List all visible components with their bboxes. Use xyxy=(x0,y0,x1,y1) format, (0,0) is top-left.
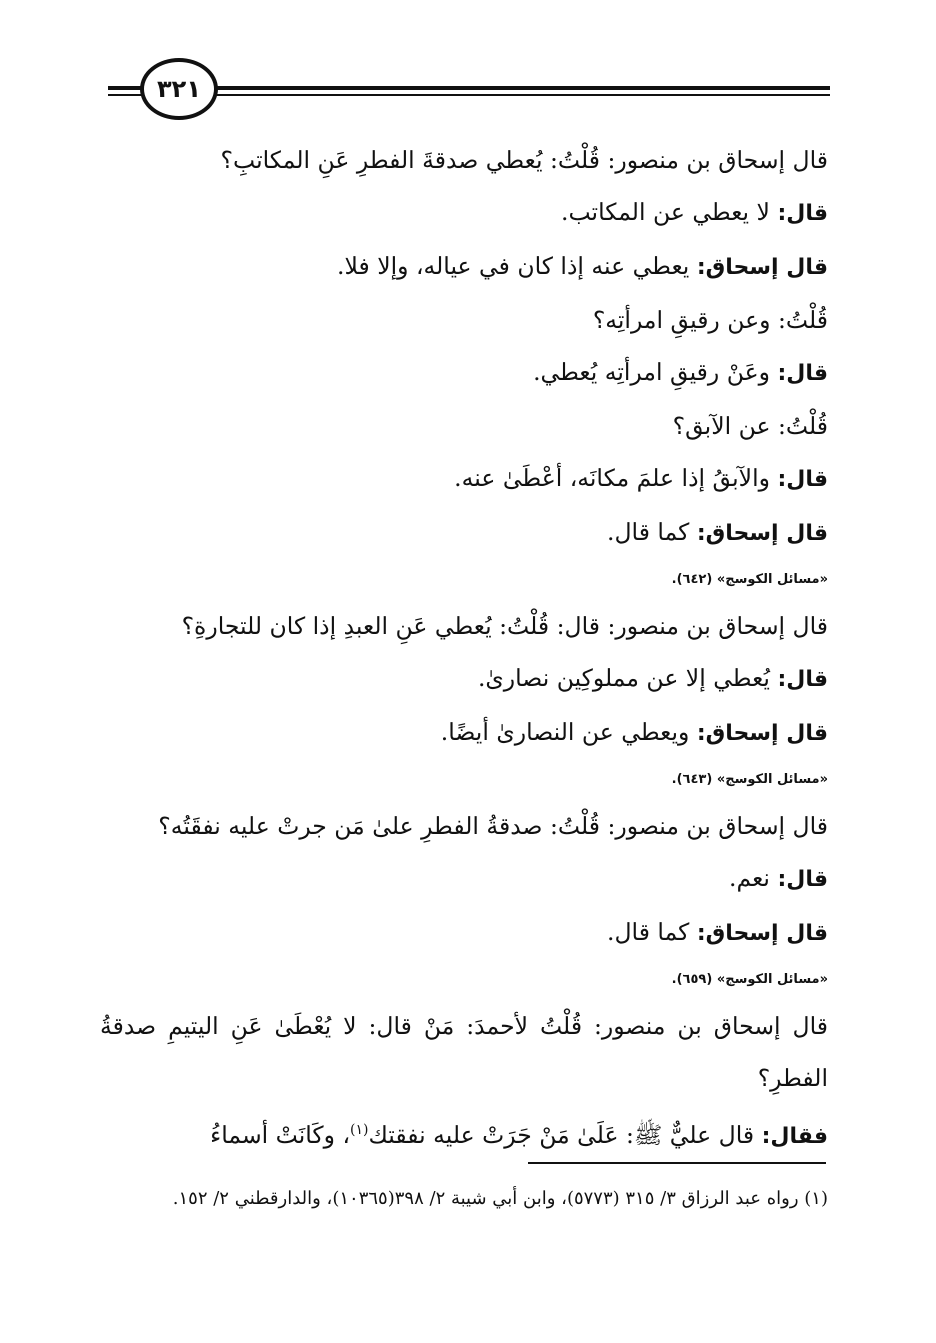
line-text: قال عليٌّ ﷺ: عَلَىٰ مَنْ جَرَتْ عليه نفقتك xyxy=(368,1120,762,1149)
footnote-reference[interactable]: (١) xyxy=(350,1122,369,1138)
speaker-label: قال: xyxy=(777,867,828,892)
page-number: ٣٢١ xyxy=(140,58,218,120)
footnote-divider xyxy=(528,1162,826,1164)
text-line: قال إسحاق بن منصور: قُلْتُ: صدقةُ الفطرِ علىٰ مَن جرتْ عليه نفقَتُه؟ xyxy=(158,812,828,840)
header-rule-right-thick xyxy=(216,86,830,90)
text-line xyxy=(100,1104,828,1163)
page-header xyxy=(0,0,936,130)
speaker-label: قال إسحاق: xyxy=(696,255,828,280)
speaker-label: فقال: xyxy=(761,1123,828,1149)
text-line xyxy=(100,346,828,400)
speaker-label: قال إسحاق: xyxy=(696,721,828,746)
line-text: يُعطي إلا عن مملوكِين نصارىٰ. xyxy=(477,664,778,692)
source-citation: «مسائل الكوسج» (٦٤٢). xyxy=(671,572,828,587)
line-text: ويعطي عن النصارىٰ أيضًا. xyxy=(440,718,697,746)
line-text: لا يعطي عن المكاتب. xyxy=(561,198,778,226)
text-line: قال إسحاق بن منصور: قُلْتُ: يُعطي صدقةَ الفطرِ عَنِ المكاتبِ؟ xyxy=(220,146,828,174)
header-rule-left-thick xyxy=(108,86,142,90)
text-line xyxy=(100,506,828,560)
text-line xyxy=(100,706,828,760)
line-text: والآبقُ إذا علمَ مكانَه، أعْطَىٰ عنه. xyxy=(454,464,778,492)
speaker-label: قال: xyxy=(777,201,828,226)
text-line: قال إسحاق بن منصور: قال: قُلْتُ: يُعطي عَنِ العبدِ إذا كان للتجارةِ؟ xyxy=(181,612,828,640)
header-rule-left-thin xyxy=(108,94,142,96)
text-line xyxy=(100,906,828,960)
source-citation: «مسائل الكوسج» (٦٥٩). xyxy=(671,972,828,987)
speaker-label: قال: xyxy=(777,361,828,386)
line-text: كما قال. xyxy=(607,518,697,546)
text-line xyxy=(100,240,828,294)
text-line xyxy=(100,186,828,240)
line-text: وعَنْ رقيقِ امرأتِه يُعطي. xyxy=(533,358,778,386)
speaker-label: قال إسحاق: xyxy=(696,921,828,946)
source-citation: «مسائل الكوسج» (٦٤٣). xyxy=(671,772,828,787)
speaker-label: قال إسحاق: xyxy=(696,521,828,546)
text-line xyxy=(100,652,828,706)
text-line xyxy=(100,452,828,506)
line-text: كما قال. xyxy=(607,918,697,946)
footnote: (١) رواه عبد الرزاق ٣/ ٣١٥ (٥٧٧٣)، وابن أبي شيبة ٢/ ٣٩٨(١٠٣٦٥)، والدارقطني ٢/ ١٥٢. xyxy=(172,1188,828,1209)
text-line: قُلْتُ: وعن رقيقِ امرأتِه؟ xyxy=(592,306,828,334)
text-line xyxy=(100,852,828,906)
speaker-label: قال: xyxy=(777,667,828,692)
text-line: قُلْتُ: عن الآبق؟ xyxy=(672,412,828,440)
line-text: يعطي عنه إذا كان في عياله، وإلا فلا. xyxy=(337,252,697,280)
line-text: نعم. xyxy=(728,864,778,892)
text-paragraph: قال إسحاق بن منصور: قُلْتُ لأحمدَ: مَنْ قال: لا يُعْطَىٰ عَنِ اليتيمِ صدقةُ الفطرِ؟ xyxy=(100,1012,828,1092)
speaker-label: قال: xyxy=(777,467,828,492)
line-text: ، وكَانَتْ أسماءُ xyxy=(210,1120,351,1149)
header-rule-right-thin xyxy=(216,94,830,96)
page-body xyxy=(100,134,828,1163)
